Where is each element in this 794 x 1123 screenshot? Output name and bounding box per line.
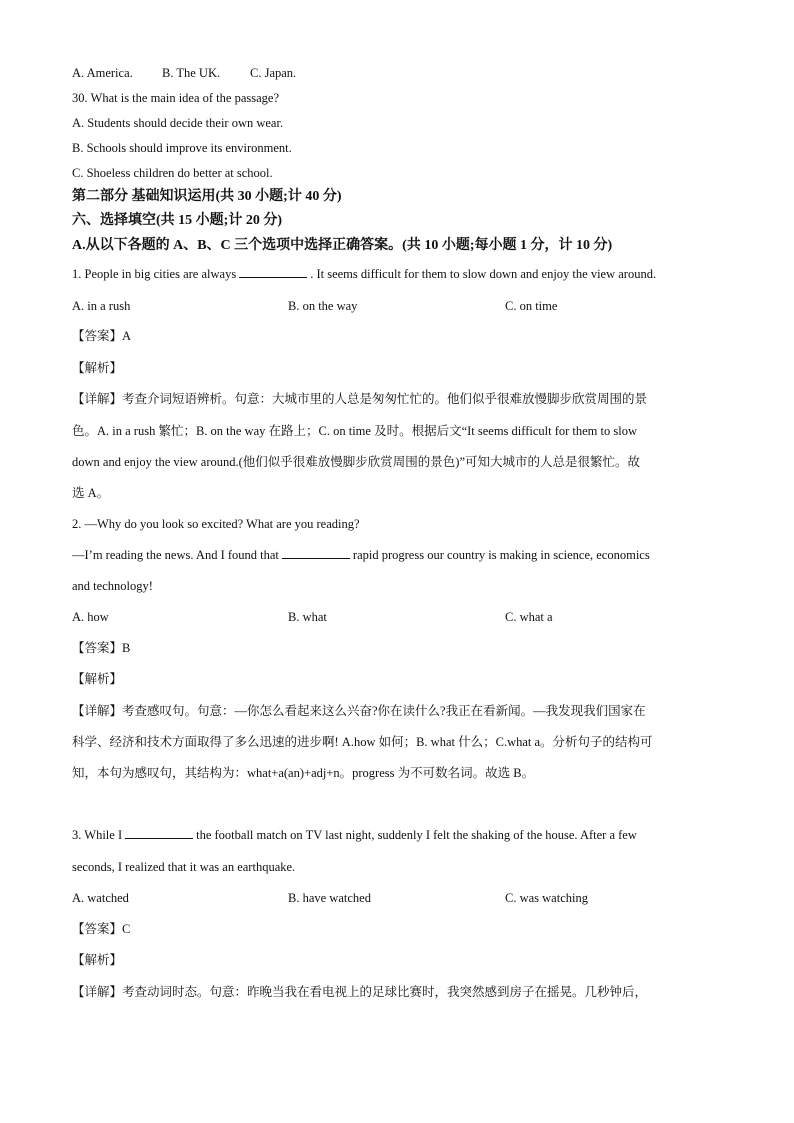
q2-detail-line-1: 【详解】考查感叹句。句意：—你怎么看起来这么兴奋?你在读什么?我正在看新闻。—我发现我们国家在 bbox=[72, 704, 646, 718]
q3-blank bbox=[125, 827, 193, 839]
section6-heading: 六、选择填空(共 15 小题;计 20 分) bbox=[72, 213, 282, 228]
q30-option-b: B. Schools should improve its environment. bbox=[72, 141, 292, 155]
sectionA-heading: A.从以下各题的 A、B、C 三个选项中选择正确答案。(共 10 小题;每小题 1 分，计 10 分) bbox=[72, 238, 613, 253]
q3-option-c: C. was watching bbox=[505, 891, 588, 905]
q1-detail-line-4: 选 A。 bbox=[72, 486, 110, 500]
q3-stem-line-2: seconds, I realized that it was an earthquake. bbox=[72, 860, 296, 874]
q1-blank bbox=[239, 266, 307, 278]
q29-option-b: B. The UK. bbox=[162, 66, 221, 80]
q29-option-c: C. Japan. bbox=[250, 66, 297, 80]
q3-option-a: A. watched bbox=[72, 891, 129, 905]
q3-stem-before: 3. While I bbox=[72, 828, 123, 842]
q1-option-b: B. on the way bbox=[288, 299, 358, 313]
q3-stem bbox=[72, 827, 637, 843]
q2-option-b: B. what bbox=[288, 610, 327, 624]
q30-stem: 30. What is the main idea of the passage? bbox=[72, 91, 279, 105]
q1-stem-before: 1. People in big cities are always bbox=[72, 267, 237, 281]
q29-option-a: A. America. bbox=[72, 66, 133, 80]
q1-stem bbox=[72, 266, 656, 282]
q1-detail-line-1: 【详解】考查介词短语辨析。句意：大城市里的人总是匆匆忙忙的。他们似乎很难放慢脚步欣赏周围的景 bbox=[72, 392, 648, 406]
q1-detail-line-2: 色。A. in a rush 繁忙；B. on the way 在路上；C. on time 及时。根据后文“It seems difficult for them to slow bbox=[72, 424, 637, 438]
q3-option-b: B. have watched bbox=[288, 891, 371, 905]
q30-option-a: A. Students should decide their own wear. bbox=[72, 116, 284, 130]
q2-blank bbox=[282, 547, 350, 559]
q2-analysis-label: 【解析】 bbox=[72, 672, 123, 686]
q2-answer: 【答案】B bbox=[72, 641, 131, 655]
q3-detail-line-1: 【详解】考查动词时态。句意：昨晚当我在看电视上的足球比赛时，我突然感到房子在摇晃。几秒钟后， bbox=[72, 985, 648, 999]
q1-option-c: C. on time bbox=[505, 299, 558, 313]
q1-option-a: A. in a rush bbox=[72, 299, 131, 313]
q3-answer: 【答案】C bbox=[72, 922, 131, 936]
q2-stem-before: —I’m reading the news. And I found that bbox=[72, 548, 279, 562]
q2-dialogue-1: 2. —Why do you look so excited? What are you reading? bbox=[72, 517, 360, 531]
q2-option-a: A. how bbox=[72, 610, 109, 624]
part2-heading: 第二部分 基础知识运用(共 30 小题;计 40 分) bbox=[72, 189, 342, 204]
q3-analysis-label: 【解析】 bbox=[72, 953, 123, 967]
q30-option-c: C. Shoeless children do better at school. bbox=[72, 166, 273, 180]
q2-option-c: C. what a bbox=[505, 610, 553, 624]
q2-detail-line-3: 知，本句为感叹句，其结构为：what+a(an)+adj+n。progress 为不可数名词。故选 B。 bbox=[72, 766, 535, 780]
q2-detail-line-2: 科学、经济和技术方面取得了多么迅速的进步啊! A.how 如何；B. what 什么；C.what a。分析句子的结构可 bbox=[72, 735, 653, 749]
q3-stem-after: the football match on TV last night, suddenly I felt the shaking of the house. After a few bbox=[196, 828, 637, 842]
q1-detail-line-3: down and enjoy the view around.(他们似乎很难放慢脚步欣赏周围的景色)”可知大城市的人总是很繁忙。故 bbox=[72, 455, 641, 469]
q1-answer: 【答案】A bbox=[72, 329, 132, 343]
q2-stem-after: rapid progress our country is making in science, economics bbox=[352, 548, 650, 562]
q2-stem-line-2: and technology! bbox=[72, 579, 153, 593]
q1-stem-after: . It seems difficult for them to slow down and enjoy the view around. bbox=[310, 267, 657, 281]
q1-analysis-label: 【解析】 bbox=[72, 361, 123, 375]
q2-stem bbox=[72, 547, 650, 563]
